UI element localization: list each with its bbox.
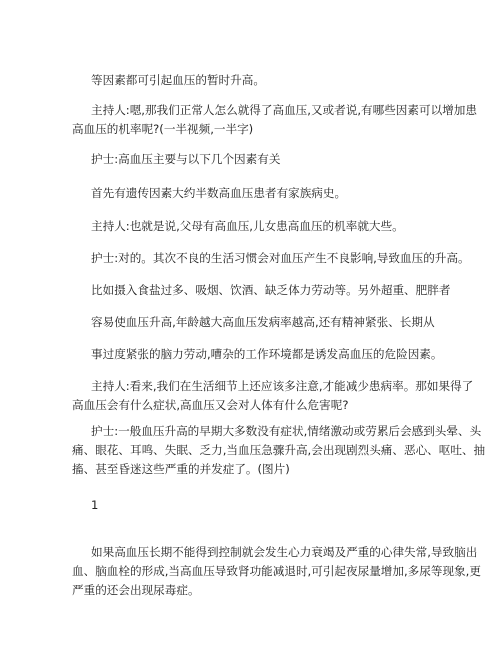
paragraph-nurse-habits <box>91 249 470 268</box>
paragraph-causes-temporary <box>91 71 265 90</box>
text-line: 搐、甚至昏迷这些严重的并发症了。(图片) <box>72 462 290 476</box>
text-line: 比如摄入食盐过多、吸烟、饮酒、缺乏体力劳动等。另外超重、肥胖者 <box>91 283 451 297</box>
paragraph-host-parents <box>91 217 404 236</box>
paragraph-nurse-symptoms <box>72 422 486 479</box>
text-line: 高血压会有什么症状,高血压又会对人体有什么危害呢? <box>72 398 349 412</box>
text-line: 护士:一般血压升高的早期大多数没有症状,情绪激动或劳累后会感到头晕、头 <box>91 424 482 438</box>
paragraph-salt-smoking <box>91 281 450 300</box>
text-line: 血、脑血栓的形成,当高血压导致肾功能减退时,可引起夜尿量增加,多尿等现象,更 <box>72 564 481 578</box>
text-line: 容易使血压升高,年龄越大高血压发病率越高,还有精神紧张、长期从 <box>91 315 435 329</box>
text-line: 护士:高血压主要与以下几个因素有关 <box>91 152 281 166</box>
paragraph-complications <box>72 543 481 600</box>
paragraph-heredity <box>91 184 346 203</box>
paragraph-host-symptoms <box>72 377 474 415</box>
text-line: 护士:对的。其次不良的生活习惯会对血压产生不良影响,导致血压的升高。 <box>91 251 470 265</box>
text-line: 1 <box>91 498 99 512</box>
text-line: 首先有遗传因素大约半数高血压患者有家族病史。 <box>91 186 347 200</box>
paragraph-age-stress <box>91 313 435 332</box>
paragraph-mental-labor <box>91 345 443 364</box>
text-line: 等因素都可引起血压的暂时升高。 <box>91 73 265 87</box>
text-line: 主持人:看来,我们在生活细节上还应该多注意,才能减少患病率。那如果得了 <box>91 379 474 393</box>
text-line: 痛、眼花、耳鸣、失眠、乏力,当血压急骤升高,会出现剧烈头痛、恶心、呕吐、抽 <box>72 443 486 457</box>
paragraph-nurse-factors <box>91 150 280 169</box>
text-line: 如果高血压长期不能得到控制就会发生心力衰竭及严重的心律失常,导致脑出 <box>91 545 478 559</box>
text-line: 主持人:嗯,那我们正常人怎么就得了高血压,又或者说,有哪些因素可以增加患 <box>91 103 477 117</box>
text-line: 严重的还会出现尿毒症。 <box>72 583 200 597</box>
page-number <box>91 496 98 515</box>
paragraph-host-question-risk <box>72 101 477 139</box>
text-line: 主持人:也就是说,父母有高血压,儿女患高血压的机率就大些。 <box>91 219 404 233</box>
text-line: 事过度紧张的脑力劳动,嘈杂的工作环境都是诱发高血压的危险因素。 <box>91 347 443 361</box>
text-line: 高血压的机率呢?(一半视频,一半字) <box>72 122 254 136</box>
